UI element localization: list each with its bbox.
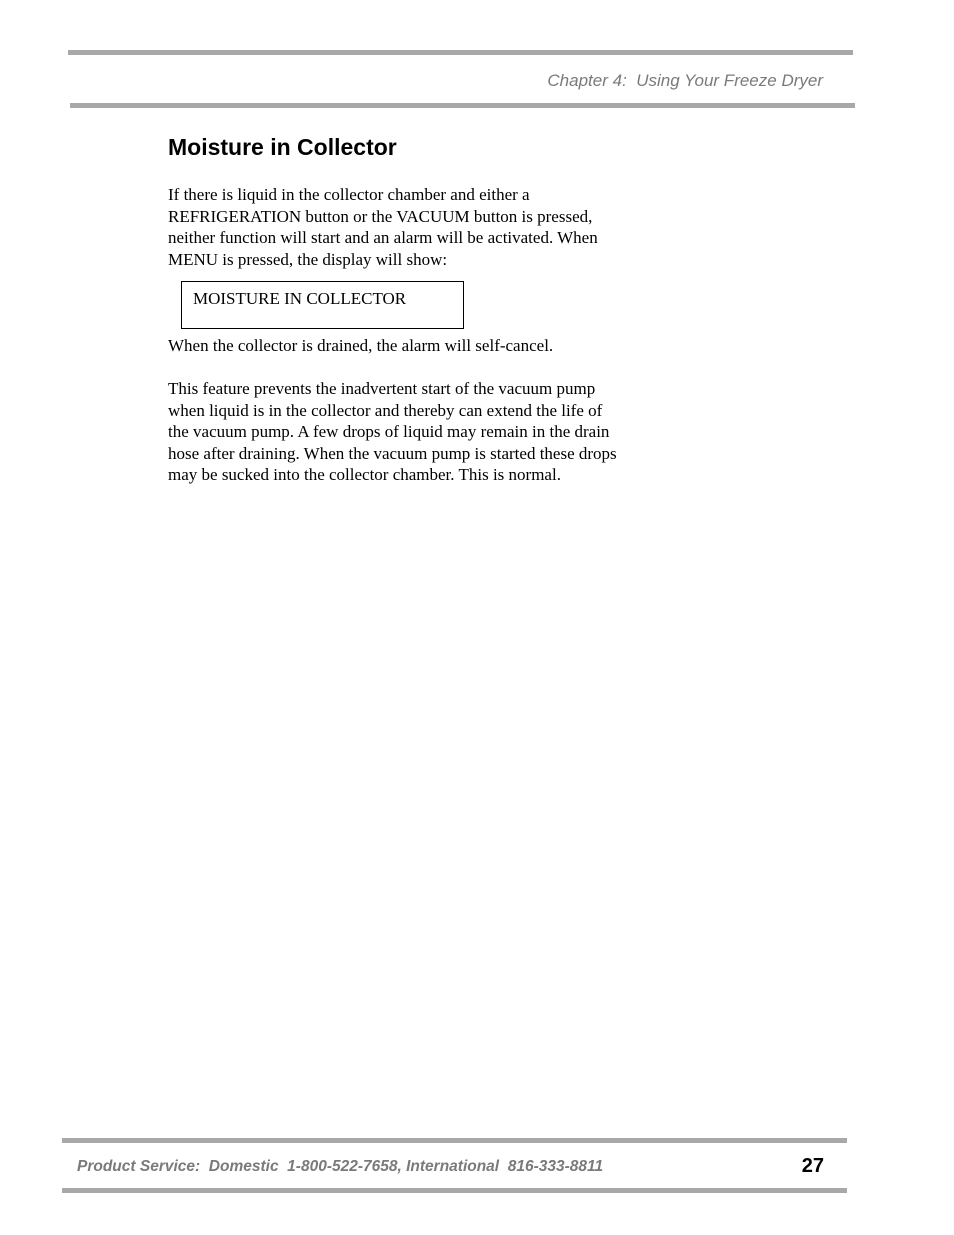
paragraph-self-cancel: When the collector is drained, the alarm will self-cancel.	[168, 336, 554, 355]
display-message-text: MOISTURE IN COLLECTOR	[193, 289, 407, 308]
page-number: 27	[801, 1155, 824, 1177]
section-title: Moisture in Collector	[168, 134, 397, 160]
footer-rule-bottom	[62, 1188, 847, 1193]
display-message-box	[181, 281, 464, 329]
header-rule-bottom	[70, 103, 855, 108]
footer-rule-top	[62, 1138, 847, 1143]
paragraph-feature-note: This feature prevents the inadvertent start of the vacuum pump when liquid is in the collector and thereby can extend the life of the vacuum pump. A few drops of liquid may remain in the drain hose after draining. When the vacuum pump is started these drops may be sucked into the collector chamber. This is normal.	[168, 379, 617, 484]
footer-service-text: Product Service: Domestic 1-800-522-7658, International 816-333-8811	[77, 1158, 604, 1175]
header-rule-top	[68, 50, 853, 55]
paragraph-intro: If there is liquid in the collector chamber and either a REFRIGERATION button or the VACUUM button is pressed, neither function will start and an alarm will be activated. When MENU is pressed, the display will show:	[168, 185, 598, 269]
chapter-header: Chapter 4: Using Your Freeze Dryer	[547, 71, 823, 90]
